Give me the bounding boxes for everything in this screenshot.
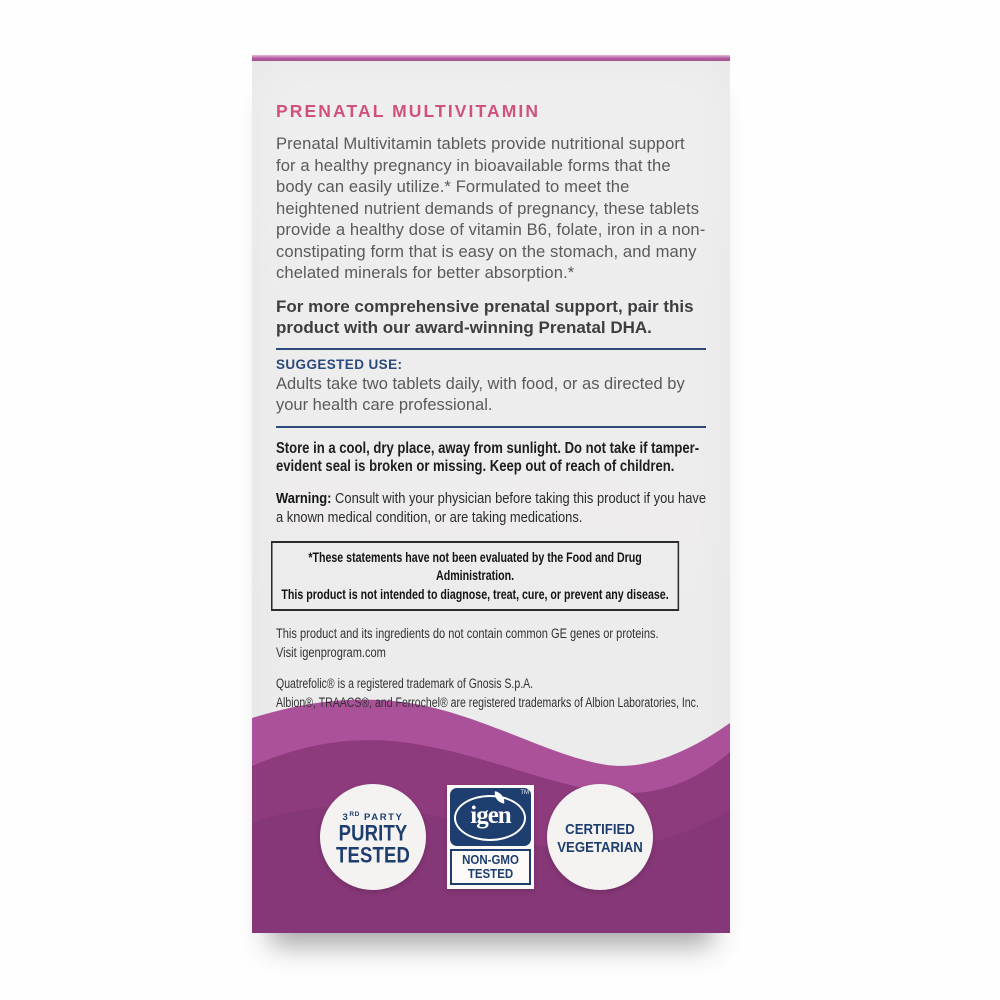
label-text-content bbox=[252, 55, 730, 712]
warning-label: Warning: bbox=[276, 490, 332, 508]
ge-statement bbox=[276, 625, 706, 663]
fda-disclaimer-line2: This product is not intended to diagnose, treat, cure, or prevent any disease. bbox=[281, 585, 669, 602]
vegetarian-badge-line1: CERTIFIED bbox=[565, 821, 635, 838]
warning-text bbox=[276, 490, 706, 528]
panel-heading: PRENATAL MULTIVITAMIN bbox=[276, 101, 541, 121]
trademark-symbol: TM bbox=[520, 790, 529, 796]
product-description: Prenatal Multivitamin tablets provide nutritional support for a healthy pregnancy in bioavailable forms that the body can easily utilize.* Formulated to meet the heightened nutrient demands of pregnancy, these tablets provide a healthy dose of vitamin B6, folate, iron in a non-constipating form that is easy on the stomach, and many chelated minerals for better absorption.* bbox=[276, 134, 706, 282]
divider-rule-bottom bbox=[276, 426, 706, 428]
trademark-statement bbox=[276, 675, 706, 712]
igen-logo bbox=[450, 788, 531, 846]
product-box-back-panel bbox=[252, 55, 730, 933]
purity-tested-badge bbox=[320, 784, 426, 890]
fda-disclaimer-line1: *These statements have not been evaluated by the Food and Drug Administration. bbox=[308, 548, 642, 584]
non-gmo-line2: TESTED bbox=[467, 866, 514, 881]
purity-badge-line3: TESTED bbox=[336, 843, 410, 868]
purity-badge-party-line: 3RD PARTY bbox=[342, 811, 404, 823]
trademark-line1: Quatrefolic® is a registered trademark of Gnosis S.p.A. bbox=[276, 676, 534, 692]
dha-callout: For more comprehensive prenatal support, pair this product with our award-winning Prenatal DHA. bbox=[276, 296, 694, 337]
fda-disclaimer-box bbox=[271, 541, 679, 612]
divider-rule-top bbox=[276, 348, 706, 350]
suggested-use-label: SUGGESTED USE: bbox=[276, 356, 403, 372]
storage-warning-block bbox=[276, 440, 706, 528]
vegetarian-badge-line2: VEGETARIAN bbox=[557, 839, 643, 856]
igen-wordmark: igen bbox=[470, 802, 511, 829]
ge-statement-line1: This product and its ingredients do not contain common GE genes or proteins. bbox=[276, 626, 659, 643]
ge-trademark-block bbox=[276, 625, 706, 712]
non-gmo-tested-label bbox=[450, 849, 531, 885]
suggested-use-text: Adults take two tablets daily, with food, or as directed by your health care professional. bbox=[276, 374, 685, 414]
purity-badge-line2: PURITY bbox=[338, 821, 408, 846]
warning-body: Consult with your physician before taking this product if you have a known medical condition, or are taking medications. bbox=[276, 490, 707, 526]
storage-instructions: Store in a cool, dry place, away from sunlight. Do not take if tamper-evident seal is broken or missing. Keep out of reach of children. bbox=[276, 439, 700, 476]
trademark-line2: Albion®, TRAACS®, and Ferrochel® are registered trademarks of Albion Laboratories, Inc. bbox=[276, 694, 699, 710]
igen-non-gmo-badge bbox=[447, 785, 534, 889]
ge-statement-line2: Visit igenprogram.com bbox=[276, 645, 386, 662]
fda-disclaimer-wrap bbox=[271, 541, 679, 612]
non-gmo-line1: NON-GMO bbox=[462, 853, 519, 867]
certified-vegetarian-badge bbox=[547, 784, 653, 890]
